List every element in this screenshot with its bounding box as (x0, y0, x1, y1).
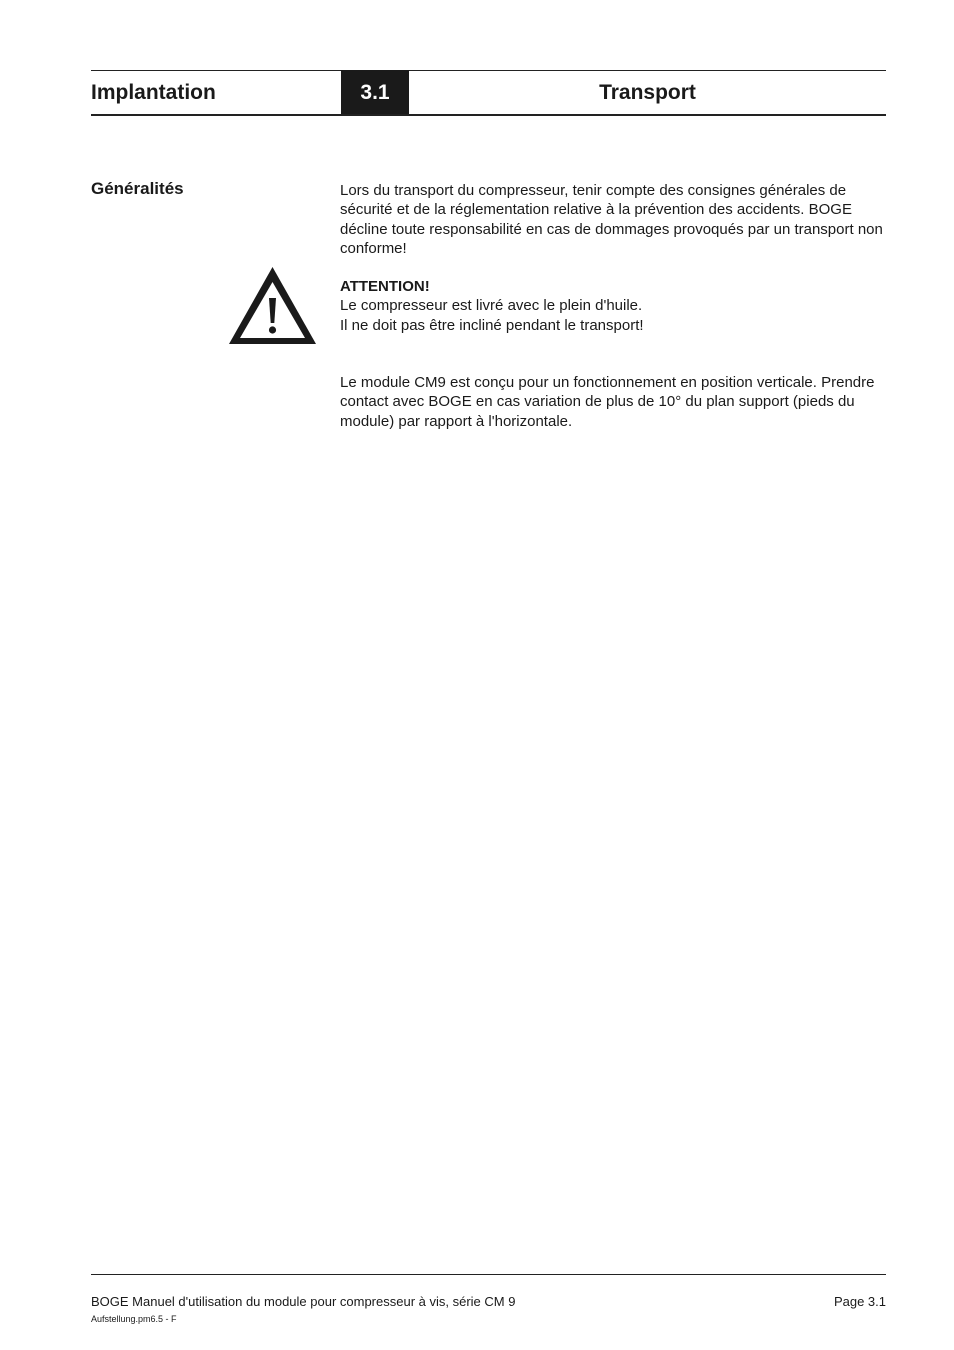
attention-line-1: Le compresseur est livré avec le plein d'huile. (340, 297, 643, 315)
attention-block (340, 277, 886, 335)
header-bottom-rule (91, 114, 886, 116)
footer-title: BOGE Manuel d'utilisation du module pour compresseur à vis, série CM 9 (91, 1294, 516, 1309)
page-number: Page 3.1 (833, 1294, 886, 1309)
footer-rule (91, 1274, 886, 1275)
orientation-paragraph: Le module CM9 est conçu pour un fonctionnement en position verticale. Prendre contact avec BOGE en cas variation de plus de 10° du plan support (pieds du module) par rapport à l'horizontale. (340, 374, 875, 430)
section-number-badge: 3.1 (341, 70, 409, 115)
attention-label: ATTENTION! (340, 278, 430, 295)
side-heading: Généralités (91, 179, 184, 198)
attention-line-2: Il ne doit pas être incliné pendant le transport! (340, 316, 644, 334)
intro-paragraph: Lors du transport du compresseur, tenir compte des consignes générales de sécurité et de la réglementation relative à la prévention des accidents. BOGE décline toute responsabilité en cas de dommages provoqués par un transport non conforme! (340, 182, 883, 257)
section-title: Transport (599, 81, 696, 104)
chapter-title: Implantation (91, 81, 216, 104)
header-top-rule (91, 70, 886, 71)
footer-file-reference: Aufstellung.pm6.5 - F (91, 1314, 177, 1324)
warning-triangle-icon (227, 265, 318, 346)
